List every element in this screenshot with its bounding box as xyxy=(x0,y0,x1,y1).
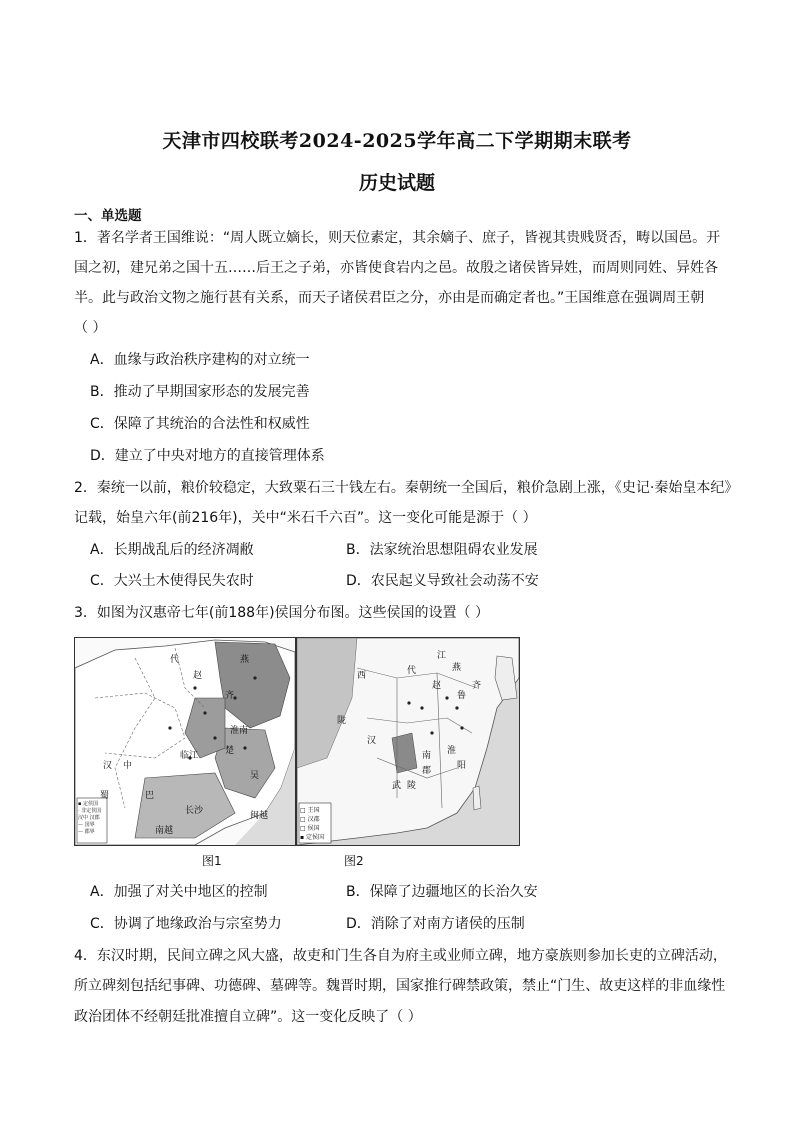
figure-1-caption: 图1 xyxy=(202,854,222,868)
map-1-legend-item: · 非定侯国 xyxy=(78,808,102,814)
q4-line-3: 政治团体不经朝廷批准擅自立碑”。这一变化反映了（ ） xyxy=(74,1009,422,1025)
map-1-label: 燕 xyxy=(240,655,250,665)
map-1-label: 巴 xyxy=(145,791,155,801)
map-2-label: 齐 xyxy=(472,681,482,691)
map-1-legend-item: ▪ 定侯国 xyxy=(78,801,98,807)
map-1-legend-item: — 郡界 xyxy=(78,829,95,835)
map-1-legend-item: 汉中 汉郡 xyxy=(78,815,100,821)
figure-2-caption: 图2 xyxy=(344,854,364,868)
map-2-label: 陵 xyxy=(407,781,417,791)
map-1-label: 闽越 xyxy=(250,811,269,821)
q1-line-3: 半。此与政治文物之施行甚有关系，而天子诸侯君臣之分，亦由是而确定者也。”王国维意在强调周王朝 xyxy=(74,290,705,306)
map-1-label: 中 xyxy=(123,761,133,771)
exam-subtitle: 历史试题 xyxy=(358,172,435,194)
q1-line-2: 国之初，建兄弟之国十五……后王之子弟，亦皆使食岩内之邑。故殷之诸侯皆异姓，而周则同姓、异姓各 xyxy=(74,260,718,276)
q3-option-b[interactable]: B．保障了边疆地区的长治久安 xyxy=(346,884,538,900)
map-figure-2 xyxy=(296,637,520,846)
map-1-label: 赵 xyxy=(193,671,203,681)
q1-option-c[interactable]: C．保障了其统治的合法性和权威性 xyxy=(90,416,310,432)
q2-option-a[interactable]: A．长期战乱后的经济凋敝 xyxy=(90,542,254,558)
q3-option-d[interactable]: D．消除了对南方诸侯的压制 xyxy=(346,916,525,932)
q3-option-c[interactable]: C．协调了地缘政治与宗室势力 xyxy=(90,916,282,932)
map-2-label: 汉 xyxy=(367,736,377,746)
q1-option-b[interactable]: B．推动了早期国家形态的发展完善 xyxy=(90,384,310,400)
map-2-label: 鲁 xyxy=(457,691,467,701)
map-1-label: 淮南 xyxy=(230,726,249,736)
map-1-label: 汉 xyxy=(103,761,113,771)
map-1-label: 代 xyxy=(170,655,180,665)
map-1-label: 临江 xyxy=(180,751,199,761)
q2-option-c[interactable]: C．大兴土木使得民失农时 xyxy=(90,573,254,589)
q1-line-1: 1．著名学者王国维说：“周人既立嫡长，则天位素定，其余嫡子、庶子，皆视其贵贱贤否，畴以国邑。开 xyxy=(74,230,721,246)
map-2-legend-item: □ 王国 xyxy=(300,807,320,814)
map-2-label: 燕 xyxy=(452,663,462,673)
map-1-label: 吴 xyxy=(250,771,260,781)
map-2-legend xyxy=(300,806,324,842)
q1-line-4: （ ） xyxy=(74,320,107,336)
q3-line-1: 3．如图为汉惠帝七年(前188年)侯国分布图。这些侯国的设置（ ） xyxy=(74,605,490,621)
map-2-label: 阳 xyxy=(457,761,467,771)
map-2-label: 郡 xyxy=(422,766,432,776)
map-2-label: 淮 xyxy=(447,746,457,756)
map-2-label: 江 xyxy=(437,651,447,661)
map-1-legend xyxy=(78,801,101,836)
map-1-label: 齐 xyxy=(225,691,235,701)
map-1-label: 南越 xyxy=(155,826,174,836)
q2-option-d[interactable]: D．农民起义导致社会动荡不安 xyxy=(346,573,539,589)
q2-option-b[interactable]: B．法家统治思想阻碍农业发展 xyxy=(346,542,538,558)
exam-title: 天津市四校联考2024-2025学年高二下学期期末联考 xyxy=(162,130,632,152)
q1-option-a[interactable]: A．血缘与政治秩序建构的对立统一 xyxy=(90,352,310,368)
map-2-label: 西 xyxy=(357,671,367,681)
q3-option-a[interactable]: A．加强了对关中地区的控制 xyxy=(90,884,268,900)
q2-line-1: 2．秦统一以前，粮价较稳定，大致粟石三十钱左右。秦朝统一全国后，粮价急剧上涨，《史记·秦始皇本纪》 xyxy=(74,480,739,496)
map-2-label: 武 xyxy=(392,781,402,791)
q1-option-d[interactable]: D．建立了中央对地方的直接管理体系 xyxy=(90,448,325,464)
map-2-label: 赵 xyxy=(432,681,442,691)
q4-line-2: 所立碑刻包括纪事碑、功德碑、墓碑等。魏晋时期，国家推行碑禁政策，禁止“门生、故吏这样的非血缘性 xyxy=(74,978,726,994)
section-heading: 一、单选题 xyxy=(74,208,142,224)
map-2-label: 陇 xyxy=(337,716,347,726)
map-2-legend-item: □ 汉郡 xyxy=(300,816,320,823)
map-1-label: 长沙 xyxy=(185,806,204,816)
map-2-label: 代 xyxy=(407,666,417,676)
map-figure-1 xyxy=(74,637,296,846)
map-2-label: 南 xyxy=(422,751,432,761)
q2-line-2: 记载，始皇六年(前216年)，关中“米石千六百”。这一变化可能是源于（ ） xyxy=(74,510,537,526)
map-1-legend-item: — 国界 xyxy=(78,822,95,828)
map-1-label: 蜀 xyxy=(100,791,110,801)
q4-line-1: 4．东汉时期，民间立碑之风大盛，故吏和门生各自为府主或业师立碑，地方豪族则参加长吏的立碑活动， xyxy=(74,948,727,964)
map-1-label: 楚 xyxy=(225,746,235,756)
map-2-legend-item: □ 侯国 xyxy=(300,825,320,832)
map-2-legend-item: ▪ 定侯国 xyxy=(300,834,324,841)
